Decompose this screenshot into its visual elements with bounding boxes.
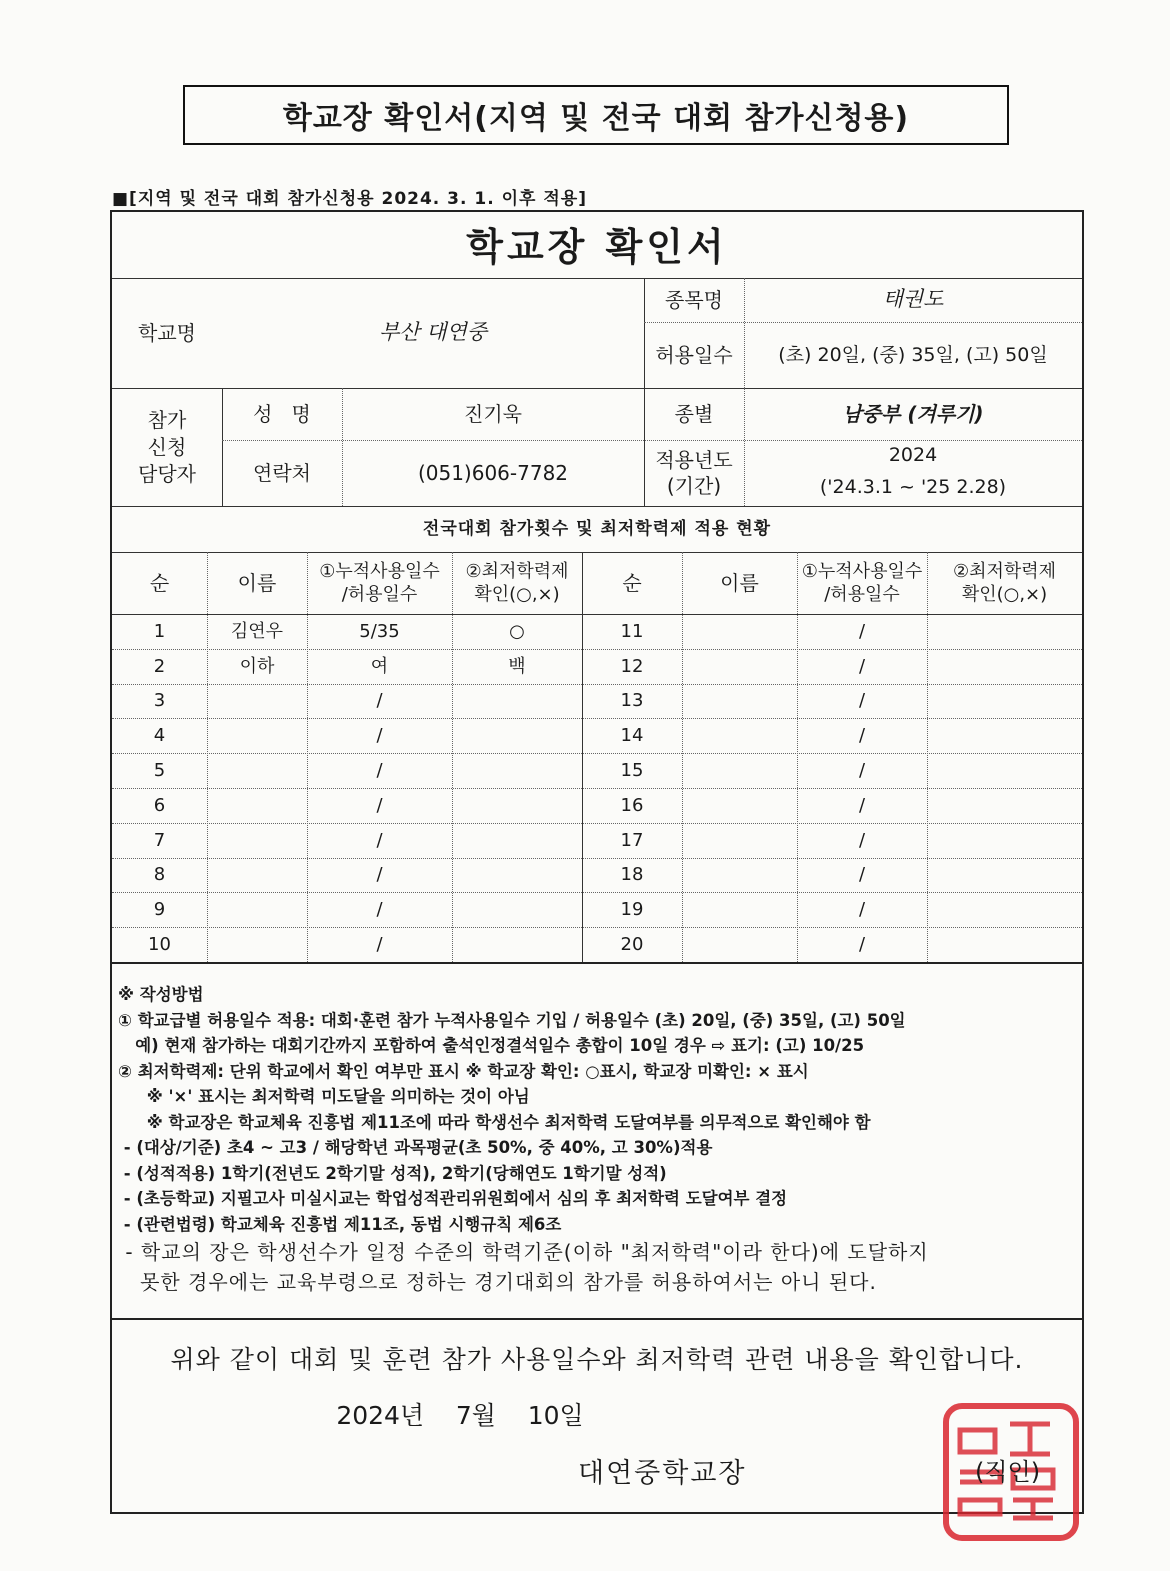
table-cell-days: 여 [370, 655, 389, 677]
school-label: 학교명 [138, 321, 196, 345]
table-cell-days: / [376, 690, 383, 712]
table-cell-name [682, 649, 797, 684]
table-cell-no: 7 [153, 829, 166, 851]
table-cell-check [452, 927, 582, 962]
sport-label: 종목명 [665, 288, 723, 312]
signer: 대연중학교장 [578, 1458, 747, 1489]
table-cell-no: 17 [620, 829, 644, 851]
note-line: - (대상/기준) 초4 ~ 고3 / 해당학년 과목평균(초 50%, 중 40%, 고 30%)적용 [118, 1138, 713, 1157]
form-title: 학교장 확인서 [466, 224, 728, 269]
table-cell-days: / [858, 725, 866, 747]
name-value: 진기욱 [464, 402, 522, 426]
table-cell-check [452, 718, 582, 753]
table-cell-no: 15 [620, 759, 644, 781]
table-cell-name [207, 753, 307, 788]
header-days: ①누적사용일수 /허용일수 [801, 560, 923, 605]
table-cell-days: / [858, 794, 866, 816]
table-cell-no: 16 [620, 794, 644, 816]
note-line: - 학교의 장은 학생선수가 일정 수준의 학력기준(이하 "최저학력"이라 한다)에 도달하지 [118, 1240, 929, 1264]
phone-value: (051)606-7782 [417, 461, 569, 485]
table-cell-check [927, 823, 1082, 858]
category-value: 남중부 (겨루기) [842, 402, 984, 426]
year-label: 적용년도 (기간) [655, 448, 733, 498]
table-cell-check [927, 753, 1082, 788]
note-line: ② 최저학력제: 단위 학교에서 확인 여부만 표시 ※ 학교장 확인: ○표시, 학교장 미확인: × 표시 [118, 1061, 809, 1081]
table-cell-days: / [376, 829, 383, 851]
table-cell-days: / [858, 829, 866, 851]
table-cell-check [452, 753, 582, 788]
table-cell-check [452, 823, 582, 858]
note-line: 예) 현재 참가하는 대회기간까지 포함하여 출석인정결석일수 총합이 10일 경우 ⇨ 표기: (고) 10/25 [118, 1036, 865, 1055]
table-cell-name [682, 788, 797, 823]
seal-label: (직인) [975, 1458, 1041, 1486]
issue-date: 2024년 7월 10일 [336, 1401, 584, 1430]
table-cell-days: / [858, 620, 866, 642]
note-line: ※ 학교장은 학교체육 진흥법 제11조에 따라 학생선수 최저학력 도달여부를 의무적으로 확인해야 함 [118, 1112, 871, 1132]
table-cell-check [927, 927, 1082, 962]
note-line: ※ '×' 표시는 최저학력 미도달을 의미하는 것이 아님 [118, 1087, 530, 1106]
table-cell-days: / [858, 690, 866, 712]
table-cell-name: 김연우 [230, 620, 284, 642]
name-label: 성 명 [253, 402, 311, 426]
table-cell-check [452, 788, 582, 823]
table-cell-no: 9 [153, 899, 166, 921]
table-cell-check [927, 649, 1082, 684]
table-cell-no: 8 [153, 864, 166, 886]
table-cell-no: 6 [153, 794, 166, 816]
table-cell-days: 5/35 [359, 620, 400, 642]
table-cell-check [927, 614, 1082, 649]
table-cell-days: / [376, 933, 383, 955]
confirm-statement: 위와 같이 대회 및 훈련 참가 사용일수와 최저학력 관련 내용을 확인합니다. [170, 1345, 1024, 1374]
header-no: 순 [149, 571, 170, 595]
header-days: ①누적사용일수 /허용일수 [319, 560, 440, 605]
table-cell-name [682, 684, 797, 719]
table-cell-name [207, 718, 307, 753]
document-title: 학교장 확인서(지역 및 전국 대회 참가신청용) [183, 85, 1009, 145]
table-cell-days: / [858, 933, 866, 955]
table-cell-check [927, 788, 1082, 823]
header-check: ②최저학력제 확인(○,×) [952, 560, 1057, 605]
table-cell-name [682, 927, 797, 962]
table-cell-check: ○ [509, 620, 525, 642]
header-name: 이름 [237, 571, 277, 595]
table-cell-days: / [376, 864, 383, 886]
table-cell-name [207, 684, 307, 719]
note-line: ※ 작성방법 [118, 985, 204, 1004]
year-value: 2024 [888, 443, 938, 466]
table-cell-no: 20 [620, 933, 644, 955]
days-label: 허용일수 [655, 343, 733, 367]
table-cell-days: / [858, 655, 866, 677]
table-cell-check [452, 892, 582, 927]
table-cell-check [452, 684, 582, 719]
period-value: ('24.3.1 ~ '25 2.28) [819, 475, 1007, 498]
table-cell-name [682, 718, 797, 753]
table-cell-days: / [376, 759, 383, 781]
table-cell-name: 이하 [239, 655, 275, 677]
note-line: - (성적적용) 1학기(전년도 2학기말 성적), 2학기(당해연도 1학기말 성적) [118, 1163, 667, 1183]
table-cell-check [927, 684, 1082, 719]
table-cell-no: 19 [620, 899, 644, 921]
status-title: 전국대회 참가횟수 및 최저학력제 적용 현황 [422, 518, 772, 539]
table-cell-name [207, 858, 307, 893]
table-cell-days: / [858, 899, 866, 921]
table-cell-no: 3 [153, 690, 166, 712]
note-line: - (초등학교) 지필고사 미실시교는 학업성적관리위원회에서 심의 후 최저학력 도달여부 결정 [118, 1189, 788, 1208]
table-cell-name [207, 892, 307, 927]
note-line: - (관련법령) 학교체육 진흥법 제11조, 동법 시행규칙 제6조 [118, 1214, 562, 1234]
note-line: ① 학교급별 허용일수 적용: 대회·훈련 참가 누적사용일수 기입 / 허용일수 (초) 20일, (중) 35일, (고) 50일 [118, 1010, 906, 1030]
table-cell-name [682, 614, 797, 649]
table-cell-no: 1 [153, 620, 166, 642]
days-value: (초) 20일, (중) 35일, (고) 50일 [778, 343, 1048, 366]
note-line: 못한 경우에는 교육부령으로 정하는 경기대회의 참가를 허용하여서는 아니 된다. [118, 1270, 877, 1294]
table-cell-no: 13 [620, 690, 644, 712]
phone-label: 연락처 [253, 461, 311, 485]
table-cell-check: 백 [508, 655, 526, 677]
table-cell-days: / [376, 725, 383, 747]
table-cell-no: 2 [153, 655, 166, 677]
table-cell-no: 12 [620, 655, 644, 677]
table-cell-name [682, 892, 797, 927]
table-cell-no: 5 [153, 759, 166, 781]
table-cell-days: / [376, 899, 383, 921]
table-cell-check [927, 718, 1082, 753]
table-cell-name [207, 927, 307, 962]
document-subtitle: ■[지역 및 전국 대회 참가신청용 2024. 3. 1. 이후 적용] [112, 189, 587, 209]
table-cell-name [682, 823, 797, 858]
table-cell-check [452, 858, 582, 893]
table-cell-days: / [858, 864, 866, 886]
table-cell-days: / [858, 759, 866, 781]
instructions [118, 982, 1068, 1297]
category-label: 종별 [674, 402, 714, 426]
table-cell-name [207, 823, 307, 858]
school-value: 부산 대연중 [378, 320, 488, 345]
header-no: 순 [622, 571, 642, 595]
table-cell-no: 11 [620, 620, 644, 642]
table-cell-no: 10 [148, 933, 171, 955]
sport-value: 태권도 [882, 287, 944, 312]
table-cell-no: 14 [620, 725, 644, 747]
header-name: 이름 [720, 571, 759, 595]
table-cell-name [682, 753, 797, 788]
table-cell-no: 4 [153, 725, 166, 747]
table-cell-check [927, 892, 1082, 927]
contact-group-label: 참가 신청 담당자 [138, 407, 196, 486]
table-cell-days: / [376, 794, 383, 816]
table-cell-no: 18 [620, 864, 644, 886]
form-frame [110, 210, 1084, 1514]
table-cell-check [927, 858, 1082, 893]
header-check: ②최저학력제 확인(○,×) [465, 560, 569, 605]
table-cell-name [682, 858, 797, 893]
table-cell-name [207, 788, 307, 823]
